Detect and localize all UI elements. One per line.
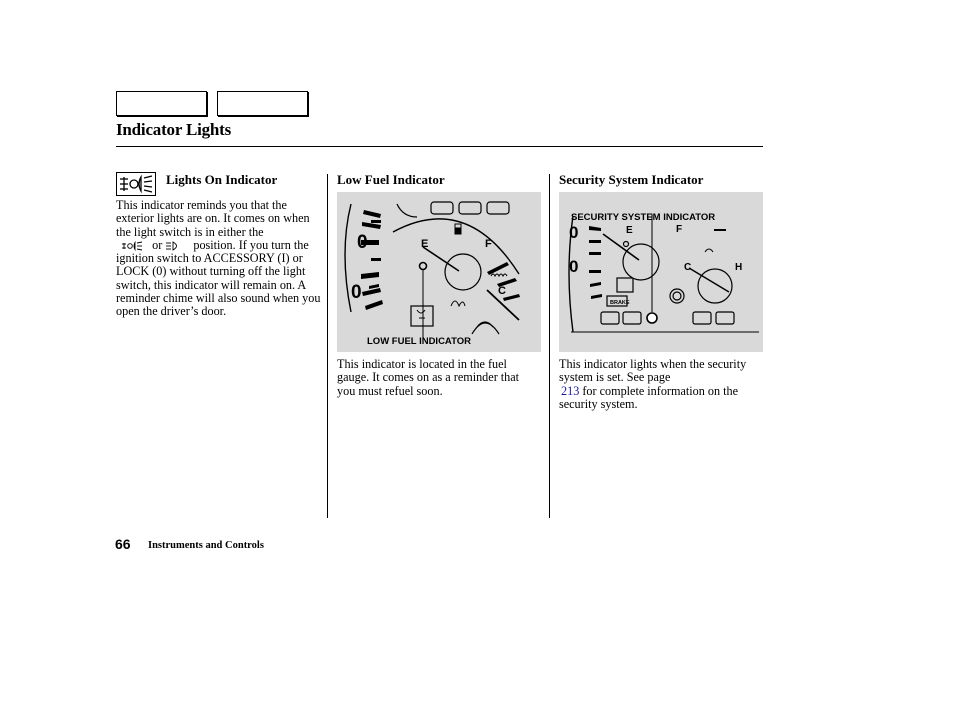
security-fuel-full-label: F xyxy=(676,224,683,235)
lights-on-text-2: position. If you turn the ignition switch to ACCESSORY (I) or LOCK (0) without turning off the light switch, this indicator will remain on. A reminder chime will also sound when you open the driver’s door. xyxy=(116,237,321,319)
lights-on-heading: Lights On Indicator xyxy=(166,172,278,187)
fuel-gauge-full-label: F xyxy=(485,238,492,250)
security-figure-label: SECURITY SYSTEM INDICATOR xyxy=(571,212,716,223)
fuel-gauge-empty-label: E xyxy=(421,238,429,250)
fuel-figure-digit-2: 0 xyxy=(351,282,362,303)
nav-button-contents[interactable] xyxy=(217,91,308,116)
low-fuel-description: This indicator is located in the fuel gauge. It comes on as a reminder that you must refuel soon. xyxy=(337,357,520,398)
security-text-2: for complete information on the security system. xyxy=(559,383,739,411)
security-figure-digit-2: 0 xyxy=(569,257,579,276)
page-title: Indicator Lights xyxy=(116,120,232,139)
security-fuel-empty-label: E xyxy=(626,225,633,236)
brake-indicator-label: BRAKE xyxy=(610,300,630,306)
lights-on-icon xyxy=(116,172,156,196)
temp-gauge-cold-label: C xyxy=(498,285,506,297)
nav-button-main-menu[interactable] xyxy=(116,91,207,116)
parking-lights-icon xyxy=(121,241,143,251)
section-name: Instruments and Controls xyxy=(148,540,264,551)
lights-on-or: or xyxy=(152,237,163,252)
headlights-icon xyxy=(165,241,181,251)
lights-on-description xyxy=(116,199,326,319)
security-figure-digit-1: 0 xyxy=(569,223,579,242)
column-divider-1 xyxy=(327,174,328,518)
lights-on-text-1: This indicator reminds you that the exterior lights are on. It comes on when the light switch is in either the xyxy=(116,198,310,239)
fuel-gauge-illustration xyxy=(337,192,541,352)
fuel-figure-digit-1: 0 xyxy=(357,232,368,253)
low-fuel-figure-label: LOW FUEL INDICATOR xyxy=(367,336,471,347)
security-description xyxy=(559,358,763,411)
security-text-1: This indicator lights when the security system is set. See page xyxy=(559,357,747,385)
security-heading: Security System Indicator xyxy=(559,172,704,187)
security-figure xyxy=(559,192,763,352)
security-temp-cold-label: C xyxy=(684,262,692,273)
low-fuel-heading: Low Fuel Indicator xyxy=(337,172,445,187)
title-divider xyxy=(116,146,763,147)
low-fuel-figure xyxy=(337,192,541,352)
page-213-link[interactable]: 213 xyxy=(561,383,580,398)
page-number: 66 xyxy=(115,536,131,552)
column-divider-2 xyxy=(549,174,550,518)
security-temp-hot-label: H xyxy=(735,262,743,273)
